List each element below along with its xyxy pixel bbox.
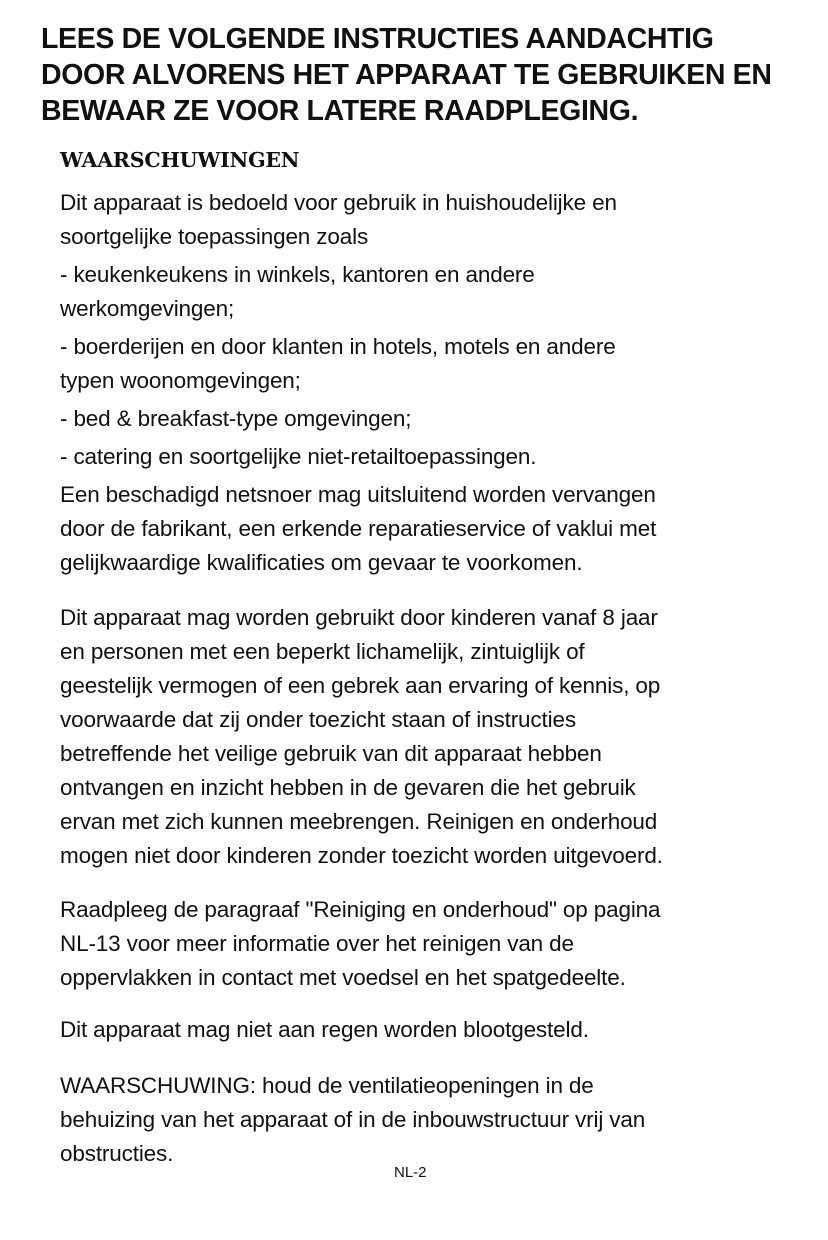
main-title bbox=[41, 21, 811, 129]
title-line: LEES DE VOLGENDE INSTRUCTIES AANDACHTIG bbox=[41, 23, 714, 55]
text-line: Een beschadigd netsnoer mag uitsluitend worden vervangen bbox=[60, 482, 656, 507]
section-heading: WAARSCHUWINGEN bbox=[60, 148, 300, 172]
text-line: WAARSCHUWING: houd de ventilatieopeningen in de bbox=[60, 1073, 594, 1098]
text-line: door de fabrikant, een erkende reparatieservice of vaklui met bbox=[60, 516, 657, 541]
text-line: obstructies. bbox=[60, 1141, 174, 1166]
text-line: typen woonomgevingen; bbox=[60, 368, 301, 393]
list-item-shops-offices bbox=[60, 258, 775, 326]
ventilation-warning-paragraph bbox=[60, 1069, 775, 1171]
text-line: - bed & breakfast-type omgevingen; bbox=[60, 406, 412, 431]
text-line: oppervlakken in contact met voedsel en het spatgedeelte. bbox=[60, 965, 626, 990]
text-line: en personen met een beperkt lichamelijk, zintuiglijk of bbox=[60, 639, 585, 664]
text-line: - catering en soortgelijke niet-retailtoepassingen. bbox=[60, 444, 537, 469]
text-line: Dit apparaat mag niet aan regen worden blootgesteld. bbox=[60, 1017, 589, 1042]
text-line: betreffende het veilige gebruik van dit apparaat hebben bbox=[60, 741, 602, 766]
list-item-catering bbox=[60, 440, 775, 474]
text-line: werkomgevingen; bbox=[60, 296, 235, 321]
text-line: Raadpleeg de paragraaf "Reiniging en onderhoud" op pagina bbox=[60, 897, 661, 922]
title-line: BEWAAR ZE VOOR LATERE RAADPLEGING. bbox=[41, 95, 639, 127]
text-line: geestelijk vermogen of een gebrek aan ervaring of kennis, op bbox=[60, 673, 661, 698]
text-line: NL-13 voor meer informatie over het reinigen van de bbox=[60, 931, 574, 956]
text-line: ervan met zich kunnen meebrengen. Reinigen en onderhoud bbox=[60, 809, 658, 834]
text-line: voorwaarde dat zij onder toezicht staan of instructies bbox=[60, 707, 576, 732]
text-line: soortgelijke toepassingen zoals bbox=[60, 224, 369, 249]
list-item-farms-hotels bbox=[60, 330, 775, 398]
text-line: Dit apparaat is bedoeld voor gebruik in huishoudelijke en bbox=[60, 190, 617, 215]
list-item-bed-breakfast bbox=[60, 402, 775, 436]
power-cord-paragraph bbox=[60, 478, 775, 580]
text-line: ontvangen en inzicht hebben in de gevaren die het gebruik bbox=[60, 775, 636, 800]
children-paragraph bbox=[60, 601, 775, 873]
text-line: Dit apparaat mag worden gebruikt door kinderen vanaf 8 jaar bbox=[60, 605, 658, 630]
text-line: mogen niet door kinderen zonder toezicht worden uitgevoerd. bbox=[60, 843, 663, 868]
page-number: NL-2 bbox=[394, 1164, 427, 1181]
text-line: gelijkwaardige kwalificaties om gevaar te voorkomen. bbox=[60, 550, 583, 575]
title-line: DOOR ALVORENS HET APPARAAT TE GEBRUIKEN EN bbox=[41, 59, 772, 91]
intro-paragraph bbox=[60, 186, 775, 254]
text-line: - boerderijen en door klanten in hotels, motels en andere bbox=[60, 334, 616, 359]
text-line: - keukenkeukens in winkels, kantoren en andere bbox=[60, 262, 535, 287]
rain-warning-paragraph bbox=[60, 1013, 775, 1047]
cleaning-paragraph bbox=[60, 893, 775, 995]
text-line: behuizing van het apparaat of in de inbouwstructuur vrij van bbox=[60, 1107, 646, 1132]
